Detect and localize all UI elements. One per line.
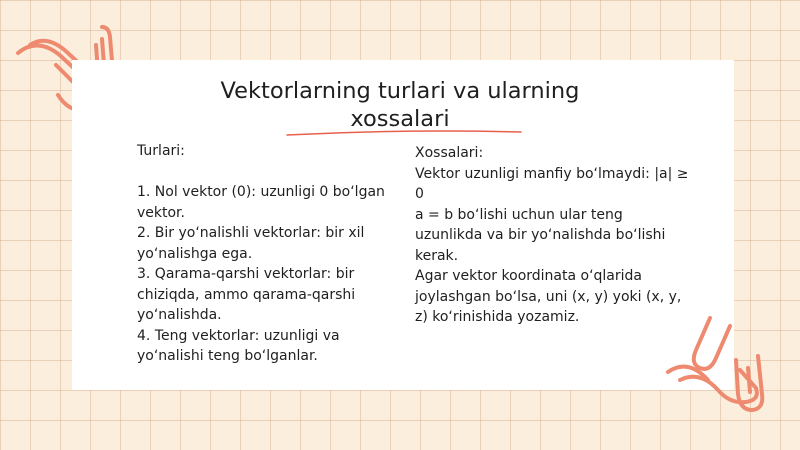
properties-column	[415, 143, 690, 328]
properties-item: Agar vektor koordinata o‘qlarida joylashgan bo‘lsa, uni (x, y) yoki (x, y, z) ko‘rinishida yozamiz.	[415, 268, 682, 325]
title-line-2: xossalari	[350, 106, 450, 132]
types-heading: Turlari:	[137, 143, 185, 159]
types-item: 4. Teng vektorlar: uzunligi va yo‘nalishi teng bo‘lganlar.	[137, 327, 340, 364]
title-underline	[285, 128, 525, 138]
types-column	[137, 141, 407, 367]
title-line-1: Vektorlarning turlari va ularning	[220, 78, 580, 104]
types-item: 3. Qarama-qarshi vektorlar: bir chiziqda, ammo qarama-qarshi yo‘nalishda.	[137, 266, 356, 323]
paperclip-bottom-right-icon	[660, 310, 780, 420]
types-item: 1. Nol vektor (0): uzunligi 0 bo‘lgan vektor.	[137, 184, 385, 221]
slide-title	[0, 77, 800, 133]
properties-item: a = b bo‘lishi uchun ular teng uzunlikda va bir yo‘nalishda bo‘lishi kerak.	[415, 206, 666, 264]
types-item: 2. Bir yo‘nalishli vektorlar: bir xil yo‘nalishga ega.	[137, 225, 365, 262]
properties-item: Vektor uzunligi manfiy bo‘lmaydi: |a| ≥ 0	[415, 165, 689, 202]
properties-heading: Xossalari:	[415, 145, 484, 161]
